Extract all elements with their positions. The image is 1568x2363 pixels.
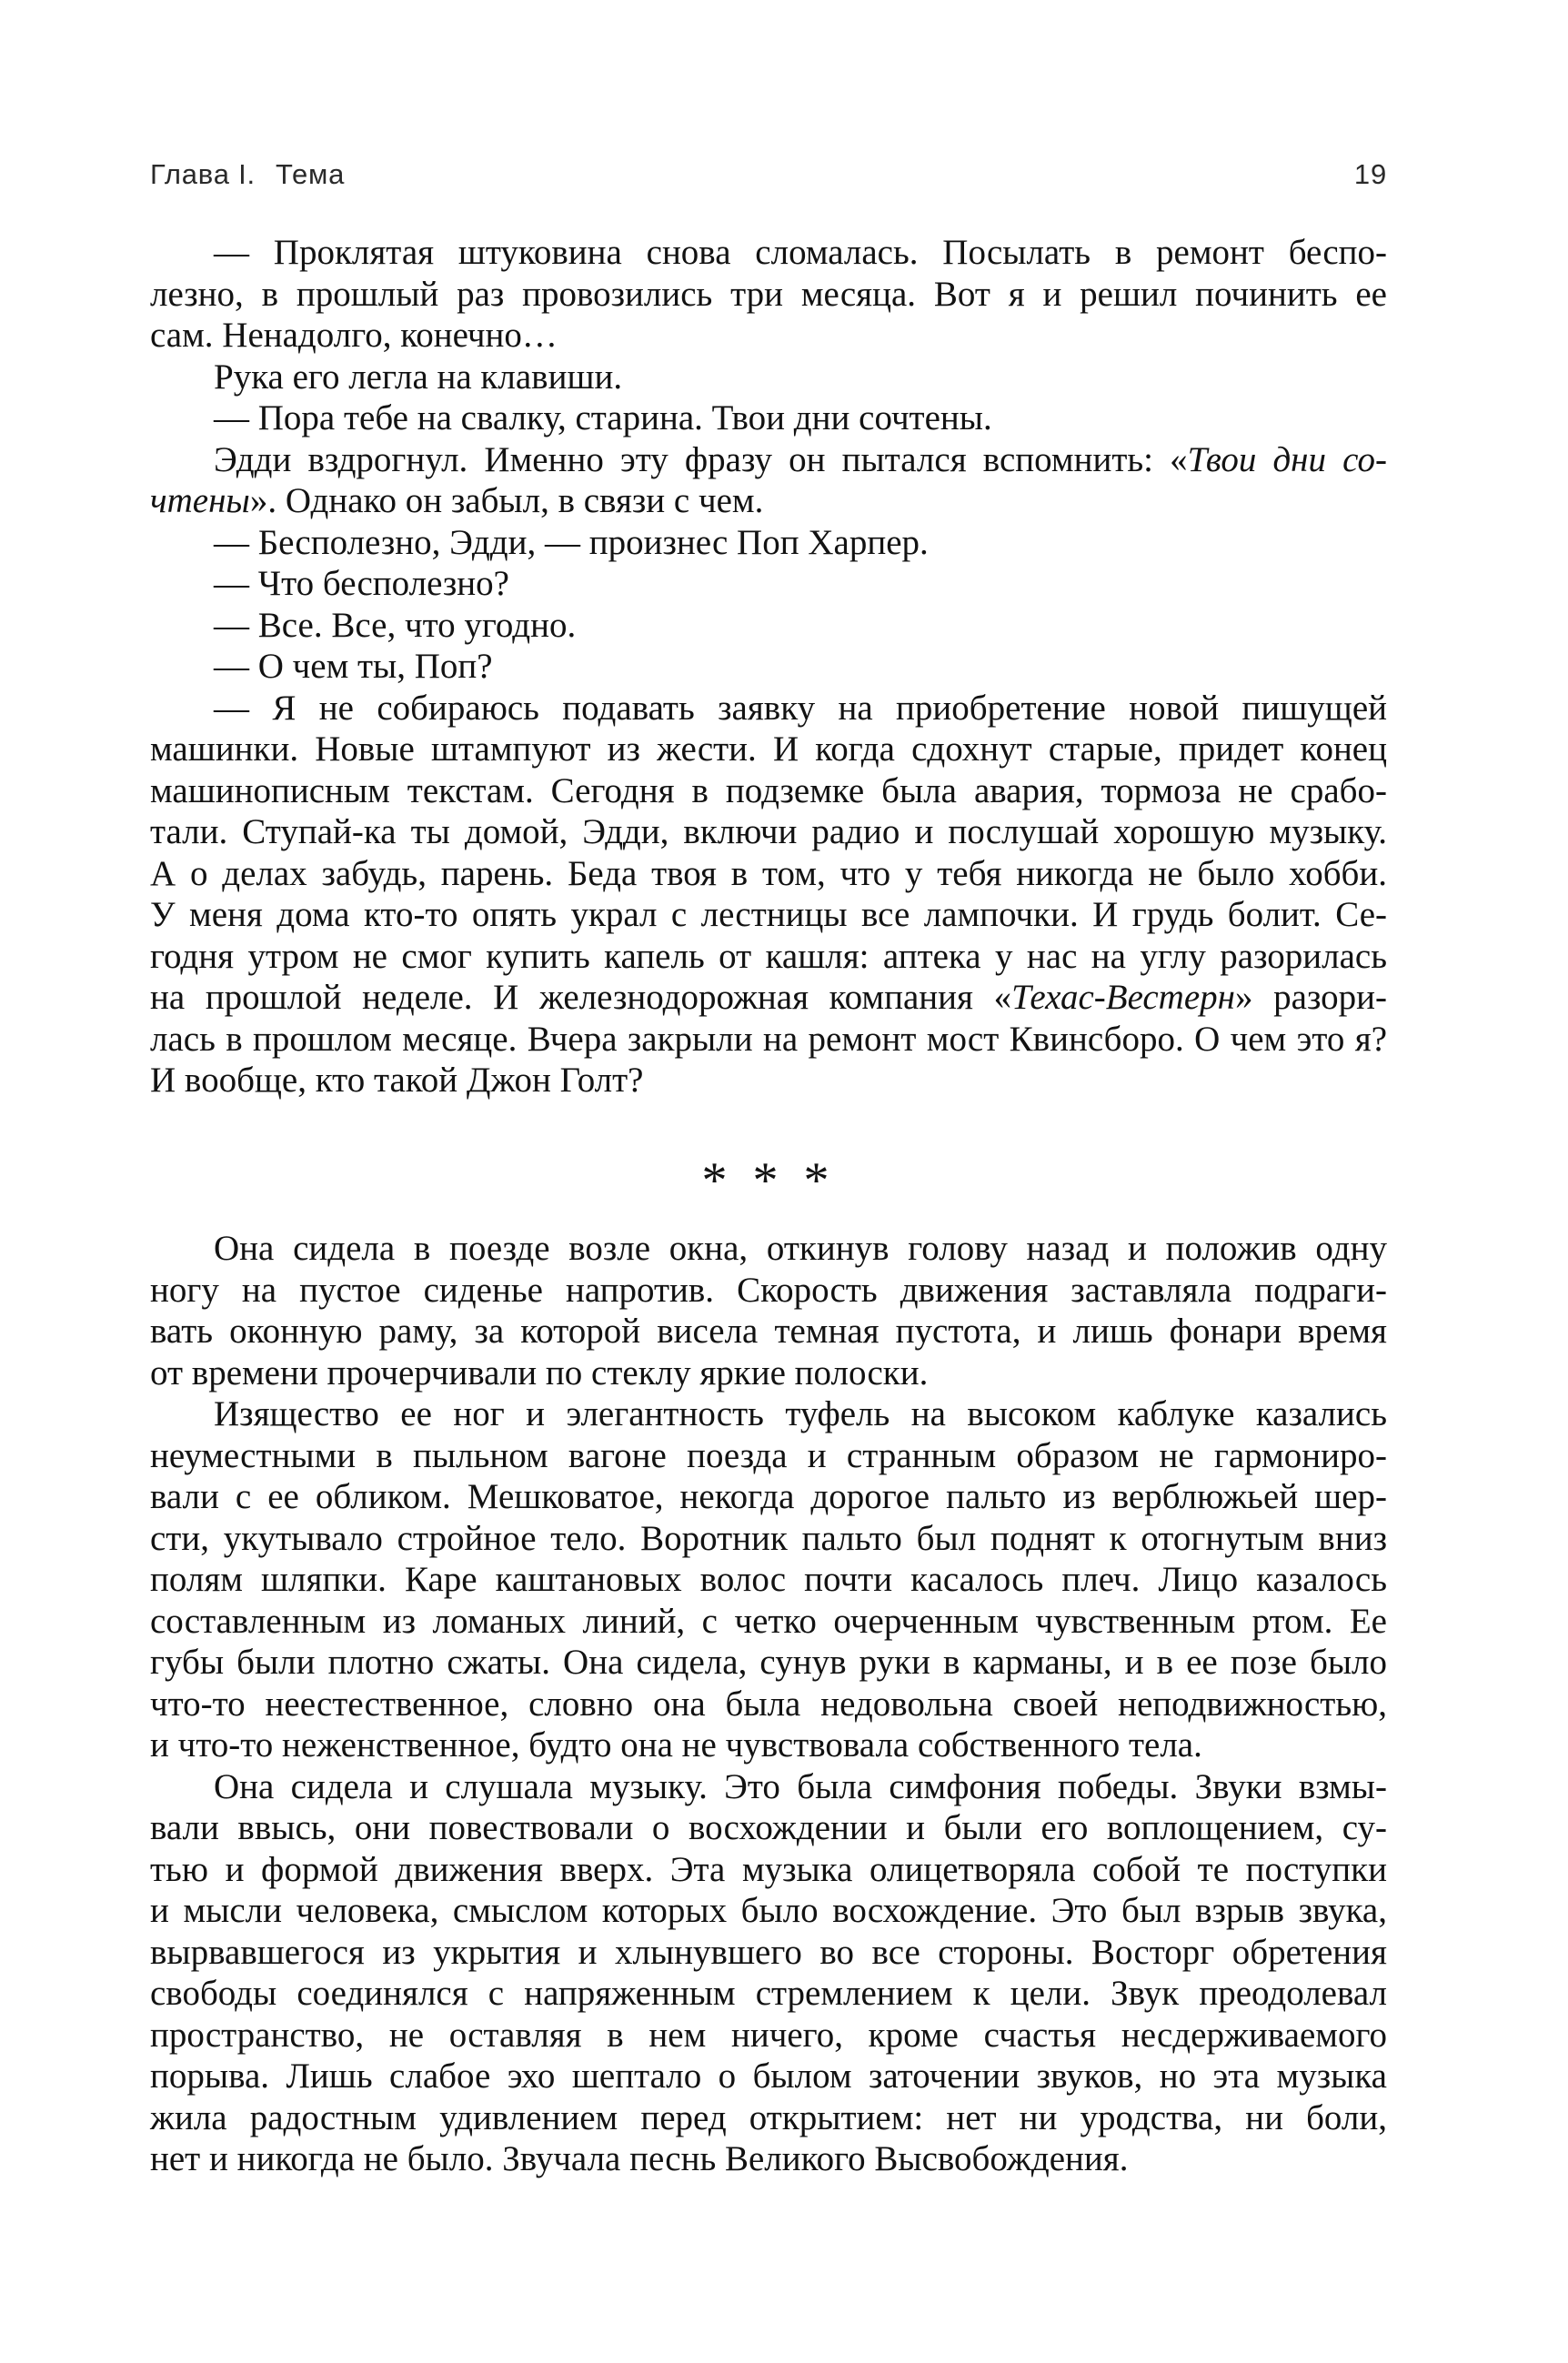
text-line: — Бесполезно, Эдди, — произнес Поп Харпер. xyxy=(214,522,929,562)
text-line: тью и формой движения вверх. Эта музыка олицетворяла собой те поступки xyxy=(150,1849,1387,1889)
text-line: составленным из ломаных линий, с четко очерченным чувственным ртом. Ее xyxy=(150,1601,1387,1641)
text-line: А о делах забудь, парень. Беда твоя в том, что у тебя никогда не было хобби. xyxy=(150,853,1387,893)
text-line: Эдди вздрогнул. Именно эту фразу он пытался вспомнить: «Твои дни со- xyxy=(214,439,1387,479)
asterisk-divider-glyphs: * * * xyxy=(701,1151,836,1209)
text-line: Она сидела в поезде возле окна, откинув голову назад и положив одну xyxy=(214,1229,1387,1268)
text-line: — Что бесполезно? xyxy=(214,564,509,603)
text-line: пространство, не оставляя в нем ничего, кроме счастья несдерживаемого xyxy=(150,2015,1387,2055)
text-line: Рука его легла на клавиши. xyxy=(214,357,623,397)
text-line: чтены». Однако он забыл, в связи с чем. xyxy=(150,481,764,520)
running-head-title xyxy=(150,158,345,191)
text-line: губы были плотно сжаты. Она сидела, сунув руки в карманы, и в ее позе было xyxy=(150,1643,1387,1682)
text-line: и что-то неженственное, будто она не чувствовала собственного тела. xyxy=(150,1725,1202,1765)
text-line: сам. Ненадолго, конечно… xyxy=(150,316,558,355)
text-line: жила радостным удивлением перед открытием: нет ни уродства, ни боли, xyxy=(150,2097,1387,2137)
text-line: годня утром не смог купить капель от кашля: аптека у нас на углу разорилась xyxy=(150,936,1387,976)
text-line: ногу на пустое сиденье напротив. Скорость движения заставляла подраги- xyxy=(150,1270,1387,1310)
text-line: от времени прочерчивали по стеклу яркие полоски. xyxy=(150,1352,929,1393)
chapter-label: Глава I. xyxy=(150,158,256,190)
text-line: свободы соединялся с напряженным стремлением к цели. Звук преодолевал xyxy=(150,1974,1387,2013)
text-line: Она сидела и слушала музыку. Это была симфония победы. Звуки взмы- xyxy=(214,1766,1387,1806)
text-line: сти, укутывало стройное тело. Воротник пальто был поднят к отогнутым вниз xyxy=(150,1518,1387,1558)
text-line: вырвавшегося из укрытия и хлынувшего во все стороны. Восторг обретения xyxy=(150,1932,1387,1972)
text-line: Изящество ее ног и элегантность туфель на высоком каблуке казались xyxy=(214,1394,1387,1433)
text-line: машинописным текстам. Сегодня в подземке была авария, тормоза не срабо- xyxy=(150,770,1387,810)
text-line: — Все. Все, что угодно. xyxy=(214,605,577,645)
text-line: неуместными в пыльном вагоне поезда и странным образом не гармониро- xyxy=(150,1435,1387,1475)
text-line: полям шляпки. Каре каштановых волос почти касалось плеч. Лицо казалось xyxy=(150,1560,1387,1599)
text-line: тали. Ступай-ка ты домой, Эдди, включи радио и послушай хорошую музыку. xyxy=(150,812,1387,851)
text-line: вали ввысь, они повествовали о восхождении и были его воплощением, су- xyxy=(150,1808,1387,1847)
running-head xyxy=(150,158,1387,191)
text-line: и мысли человека, смыслом которых было восхождение. Это был взрыв звука, xyxy=(150,1891,1387,1930)
section-label: Тема xyxy=(275,158,346,190)
text-line: нет и никогда не было. Звучала песнь Великого Высвобождения. xyxy=(150,2139,1129,2178)
text-line: порыва. Лишь слабое эхо шептало о былом заточении звуков, но эта музыка xyxy=(150,2056,1387,2096)
text-line: вать оконную раму, за которой висела темная пустота, и лишь фонари время xyxy=(150,1312,1387,1351)
text-line: — Проклятая штуковина снова сломалась. Посылать в ремонт беспо- xyxy=(214,233,1387,272)
page-number: 19 xyxy=(1353,158,1387,190)
text-line: — Я не собираюсь подавать заявку на приобретение новой пишущей xyxy=(214,688,1387,728)
text-line: машинки. Новые штампуют из жести. И когда сдохнут старые, придет конец xyxy=(150,729,1387,769)
text-body xyxy=(150,232,1387,2180)
text-line: на прошлой неделе. И железнодорожная компания «Техас-Вестерн» разори- xyxy=(150,978,1387,1017)
text-line: лезно, в прошлый раз провозились три месяца. Вот я и решил починить ее xyxy=(150,274,1387,314)
text-line: что-то неестественное, словно она была недовольна своей неподвижностью, xyxy=(150,1684,1387,1724)
text-line: вали с ее обликом. Мешковатое, некогда дорогое пальто из верблюжьей шер- xyxy=(150,1477,1387,1516)
text-line: — Пора тебе на свалку, старина. Твои дни сочтены. xyxy=(214,398,992,437)
text-line: У меня дома кто-то опять украл с лестницы все лампочки. И грудь болит. Се- xyxy=(150,895,1387,934)
text-line: — О чем ты, Поп? xyxy=(214,647,493,686)
text-line: И вообще, кто такой Джон Голт? xyxy=(150,1061,644,1100)
section-divider xyxy=(150,1151,1387,1209)
text-line: лась в прошлом месяце. Вчера закрыли на ремонт мост Квинсборо. О чем это я? xyxy=(150,1019,1387,1059)
